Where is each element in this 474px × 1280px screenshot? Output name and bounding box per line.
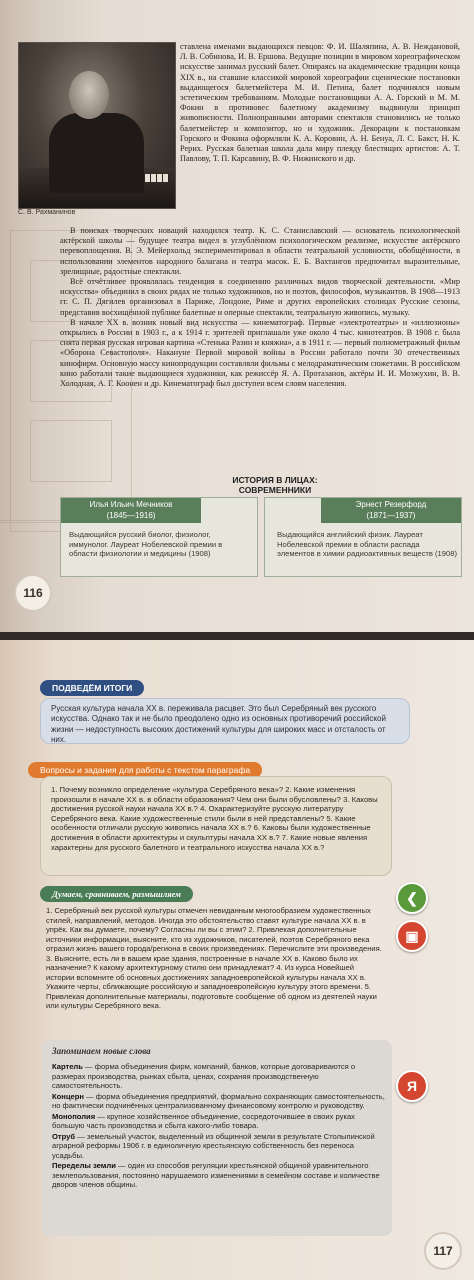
page-divider: [0, 632, 474, 640]
persons-cards: [60, 497, 460, 577]
page-number: 117: [424, 1232, 462, 1270]
photo-caption: С. В. Рахманинов: [18, 209, 76, 216]
paragraph-synthesis: Всё отчётливее проявлялась тенденция к соединению различных видов творческой деятельности. «Мир искусства» объединил в своих рядах не только художников, но и поэтов, философов, музыкантов. В 1908—1913 гг. С. П. Дягилев организовал в Париже, Лондоне, Риме и других европейских столицах Русские сезоны, представив восхищённой публике балетные и оперные спектакли, театральную живопись, музыку.: [60, 277, 460, 317]
word-definition: — земельный участок, выделенный из общинной земли в результате Столыпинской аграрной реформы 1906 г. в единоличную крестьянскую собственность без переноса усадьбы.: [52, 1131, 375, 1160]
word-term: Переделы земли: [52, 1161, 116, 1170]
questions-text: 1. Почему возникло определение «культура Серебряного века»? 2. Какие изменения произошли в начале XX в. в области образования? Чем они были обусловлены? 3. Каковы достижения русской науки начала XX в.? 4. Охарактеризуйте русскую литературу Серебряного века. Какие художественные стили были в ней представлены? 5. Какие особенности отличали русскую живопись начала XX в.? 6. Каковы были художественные достижения в области архитектуры и скульптуры начала XX в.? 7. Какие новые явления характерны для русского балетного и театрального искусства начала XX в.?: [51, 785, 378, 852]
word-term: Отруб: [52, 1131, 76, 1141]
word-term: Картель: [52, 1062, 83, 1071]
person-years: (1845—1916): [106, 511, 156, 520]
rachmaninoff-photo: [18, 42, 176, 209]
questions-box: [40, 776, 392, 876]
summary-text: Русская культура начала XX в. переживала расцвет. Это был Серебряный век русского искусства. Однако так и не было преодолено одно из основных противоречий российской жизни — недоступность высоких достижений культуры для широких масс и отсталость от них.: [51, 704, 386, 745]
paragraph-opera-ballet: ставлена именами выдающихся певцов: Ф. И. Шаляпина, А. В. Неждановой, Л. В. Собинова, И. В. Ершова. Ведущие позиции в мировом хореографическом искусстве занимал русский балет. Опираясь на академические традиции конца XIX в., на ставшие классикой мировой хореографии сценические постановки выдающегося балетмейстера М. И. Петипа, балет подчинялся новым эстетическим требованиям. Молодые постановщики А. А. Горский и М. М. Фокин в противовес балетному академизму выдвинули принцип живописности. Полноправными авторами спектакля становились не только балетмейстер и композитор, но и художник. Декорации к постановкам Горского и Фокина оформляли К. А. Коровин, А. Н. Бенуа, Л. С. Бакст, Н. К. Рерих. Русская балетная школа дала миру плеяду блестящих артистов: А. Т. Павлову, Т. П. Карсавину, В. Ф. Нижинского и др.: [180, 42, 460, 164]
text-column-right: [180, 42, 460, 164]
questions-label: Вопросы и задания для работы с текстом параграфа: [28, 762, 262, 778]
person-description: Выдающийся английский физик. Лауреат Нобелевской премии в области распада элементов в химии радиоактивных веществ (1908): [277, 530, 457, 559]
person-name: Эрнест Резерфорд: [355, 500, 427, 509]
new-words-box: [42, 1040, 392, 1236]
word-term: Монополия: [52, 1111, 96, 1121]
person-name-header: [61, 498, 201, 523]
word-entry: [52, 1092, 388, 1111]
person-years: (1871—1937): [366, 511, 416, 520]
person-card-mechnikov: [60, 497, 258, 577]
summary-box: [40, 698, 410, 744]
paragraph-theatre: В поисках творческих новаций находился театр. К. С. Станиславский — основатель психологической актёрской школы — будущее театра видел в углублённом психологическом реализме, искусстве актёрского перевоплощения. В. Э. Мейерхольд экспериментировал в области театральной условности, обобщённости, в использовании элементов народного балагана и театра масок. Е. Б. Вахтангов предпочитал выразительные, зрелищные, радостные спектакли.: [60, 226, 460, 276]
page-number: 116: [14, 574, 52, 612]
word-definition: — один из способов регуляции крестьянской общиной уравнительного землепользования, постоянно нарушаемого изменениями в семейном составе и количестве дворов членов общины.: [52, 1161, 380, 1189]
word-entry: [52, 1112, 388, 1131]
dictionary-icon[interactable]: Я: [396, 1070, 428, 1102]
person-name: Илья Ильич Мечников: [89, 500, 173, 509]
persons-title-line2: СОВРЕМЕННИКИ: [238, 485, 312, 495]
person-description: Выдающийся русский биолог, физиолог, иммунолог. Лауреат Нобелевской премии в области физиологии и медицины (1908): [69, 530, 223, 559]
word-entry: [52, 1062, 388, 1091]
word-definition: — форма объединения фирм, компаний, банков, которые договариваются о размерах производства, рынках сбыта, ценах, сохраняя производственную самостоятельность.: [52, 1062, 356, 1090]
word-entry: [52, 1132, 388, 1161]
think-text: 1. Серебряный век русской культуры отмечен невиданным многообразием художественных стилей, направлений, методов. Иногда это обстоятельство ставят культуре начала XX в. в упрёк. Как вы думаете, почему? Согласны ли вы с этим? 2. Привлекая дополнительные источники информации, выясните, кто из художников, писателей, поэтов Серебряного века отразил жизнь вашего города/региона в своих произведениях. Перечислите эти произведения. 3. Выясните, есть ли в вашем крае здания, построенные в начале XX в. Каково было их назначение? К какому архитектурному стилю они принадлежат? 4. Из курса Новейшей истории вспомните об основных достижениях западноевропейской культуры начала XX в. Укажите черты, сближающие российскую и западноевропейскую культуру этого времени. 5. Привлекая дополнительные материалы, подготовьте сообщение об одном из деятелей науки или культуры Серебряного века.: [46, 906, 382, 1010]
persons-section-title: [200, 475, 350, 495]
text-column-full: [60, 226, 460, 389]
paragraph-cinema: В начале XX в. возник новый вид искусства — кинематограф. Первые «электротеатры» и «иллюзионы» открылись в России в 1903 г., а к 1914 г. зрителей приглашали уже около 4 тыс. кинотеатров. В 1908 г. была снята первая русская игровая картина «Стенька Разин и княжна», а в 1911 г. — первый полнометражный фильм «Оборона Севастополя». Накануне Первой мировой войны в России работало почти 30 отечественных кинофирм. Основную массу кинопродукции составляли фильмы с мелодраматическим сюжетами. В российском кино работали такие выдающиеся художники, как режиссёр Я. А. Протазанов, актёры И. И. Мозжухин, В. В. Холодная, А. Г. Коонен и др. Кинематограф был доступен всем слоям населения.: [60, 317, 460, 389]
word-definition: — форма объединения предприятий, формально сохраняющих самостоятельность, но фактически подчинённых централизованному финансовому контролю и руководству.: [52, 1091, 385, 1110]
person-name-header: [321, 498, 461, 523]
persons-title-line1: ИСТОРИЯ В ЛИЦАХ:: [232, 475, 318, 485]
word-term: Концерн: [52, 1091, 84, 1101]
word-entry: [52, 1161, 388, 1190]
word-definition: — крупное хозяйственное объединение, сосредоточившее в своих руках большую часть производства и сбыта какого-либо товара.: [52, 1111, 355, 1130]
new-words-title: Запоминаем новые слова: [52, 1046, 151, 1056]
person-card-rutherford: [264, 497, 462, 577]
new-words-list: [52, 1062, 388, 1191]
document-icon[interactable]: ▣: [396, 920, 428, 952]
page-116: [0, 0, 474, 632]
summary-label: ПОДВЕДЁМ ИТОГИ: [40, 680, 144, 696]
back-arrow-icon[interactable]: ❮: [396, 882, 428, 914]
think-label: Думаем, сравниваем, размышляем: [40, 886, 193, 902]
